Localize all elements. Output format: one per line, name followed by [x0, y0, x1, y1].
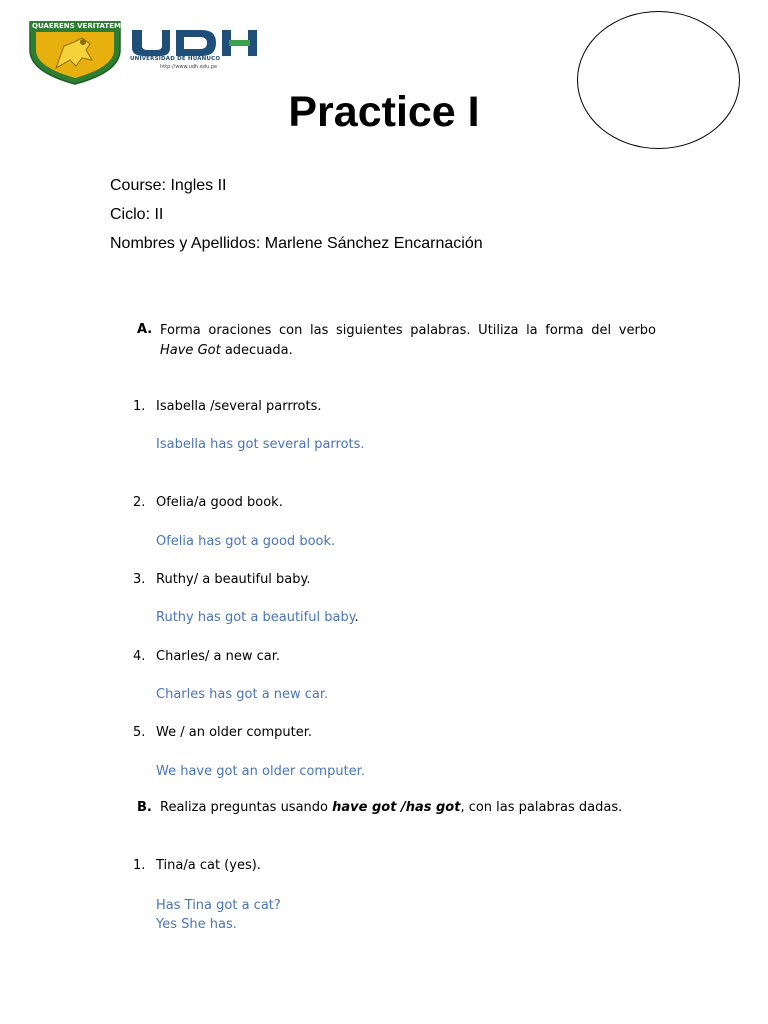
item-answer: Ofelia has got a good book. — [156, 534, 336, 549]
item-number: 1. — [133, 399, 146, 414]
item-prompt: Isabella /several parrrots. — [156, 399, 322, 414]
item-answer: Charles has got a new car. — [156, 687, 329, 702]
item-number: 5. — [133, 725, 146, 740]
page-title: Practice I — [288, 88, 480, 136]
udh-logo-subtitle: UNIVERSIDAD DE HUANUCO — [130, 56, 221, 62]
section-b-instruction-end: , con las palabras dadas. — [460, 800, 623, 815]
names-line: Nombres y Apellidos: Marlene Sánchez Encarnación — [110, 235, 483, 252]
item-number: 2. — [133, 495, 146, 510]
item-prompt: Ruthy/ a beautiful baby. — [156, 572, 311, 587]
ciclo-line: Ciclo: II — [110, 206, 164, 223]
section-b-instruction — [160, 799, 622, 817]
crest-motto: QUAERENS VERITATEM — [32, 22, 121, 30]
item-prompt: We / an older computer. — [156, 725, 312, 740]
item-number: 4. — [133, 649, 146, 664]
section-a-instruction-text: Forma oraciones con las siguientes palabras. Utiliza la forma del verbo — [160, 323, 656, 338]
course-line: Course: Ingles II — [110, 177, 227, 194]
item-number: 3. — [133, 572, 146, 587]
section-a-instruction-emphasis: Have Got — [160, 343, 221, 358]
item-prompt: Charles/ a new car. — [156, 649, 281, 664]
item-prompt: Tina/a cat (yes). — [156, 858, 261, 873]
item-answer-reply: Yes She has. — [156, 917, 237, 932]
section-a-instruction-end: adecuada. — [220, 343, 293, 358]
udh-logo-url: http://www.udh.edu.pe — [160, 64, 218, 70]
item-answer: Isabella has got several parrots. — [156, 437, 365, 452]
section-b-instruction-emphasis: have got /has got — [332, 800, 461, 815]
university-crest-logo — [26, 16, 124, 86]
section-a-instruction — [160, 321, 656, 361]
section-b-letter: B. — [137, 800, 152, 815]
udh-logo-wordmark — [130, 28, 260, 58]
section-a-letter: A. — [137, 322, 153, 337]
item-number: 1. — [133, 858, 146, 873]
item-answer — [156, 609, 359, 627]
item-answer-suffix: . — [354, 610, 359, 625]
item-answer: We have got an older computer. — [156, 764, 365, 779]
item-answer-text: Ruthy has got a beautiful baby — [156, 610, 355, 625]
item-answer-question: Has Tina got a cat? — [156, 898, 281, 913]
section-b-instruction-text: Realiza preguntas usando — [160, 800, 333, 815]
item-prompt: Ofelia/a good book. — [156, 495, 283, 510]
